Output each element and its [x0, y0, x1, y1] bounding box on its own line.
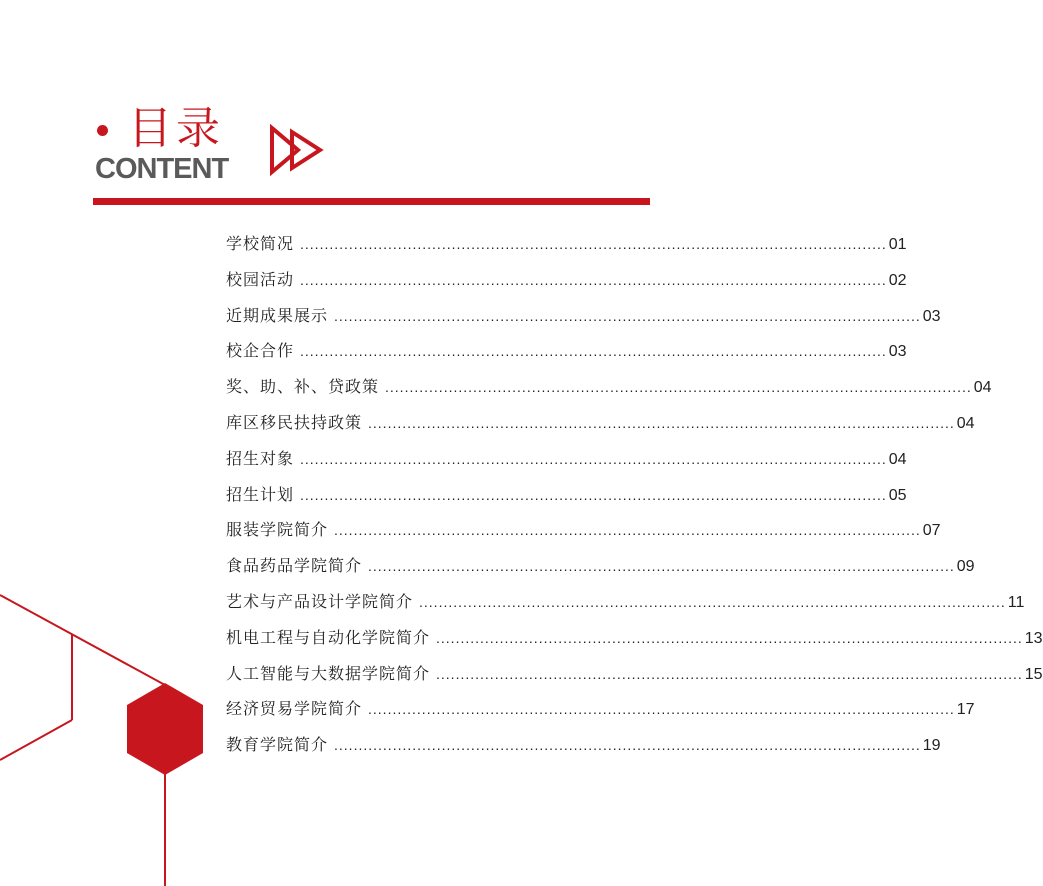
toc-entry-page: 01 [888, 236, 907, 253]
toc-dot-leader: ........................................................................................................................ [368, 414, 955, 431]
toc-entry-title: 学校简况 [226, 234, 295, 253]
toc-entry[interactable] [226, 512, 941, 548]
toc-dot-leader: ........................................................................................................................ [436, 629, 1023, 646]
toc-entry-page: 04 [888, 450, 907, 468]
toc-entry-title: 库区移民扶持政策 [226, 412, 363, 432]
toc-entry-title: 招生计划 [226, 484, 295, 504]
toc-entry[interactable] [226, 727, 941, 763]
toc-dot-leader: ........................................................................................................................ [368, 558, 955, 575]
toc-entry-page: 15 [1024, 665, 1043, 683]
toc-entry[interactable] [226, 548, 975, 584]
toc-entry-page: 05 [888, 486, 907, 504]
toc-entry-page: 04 [973, 379, 992, 397]
toc-entry[interactable] [226, 620, 1043, 656]
toc-dot-leader: ........................................................................................................................ [368, 701, 955, 718]
toc-entry-page: 13 [1024, 629, 1043, 647]
toc-entry-title: 奖、助、补、贷政策 [226, 377, 380, 397]
hexagon-icon [0, 580, 220, 886]
toc-entry-title: 近期成果展示 [226, 305, 329, 325]
toc-dot-leader: ........................................................................................................................ [436, 665, 1023, 682]
toc-entry-title: 教育学院简介 [226, 735, 329, 755]
toc-entry-page: 04 [956, 414, 975, 432]
toc-dot-leader: ........................................................................................................................ [300, 271, 887, 288]
page-subtitle: CONTENT [95, 153, 229, 185]
toc-entry-page: 03 [922, 307, 941, 325]
page-title: 目录 [128, 103, 224, 154]
toc-entry[interactable] [226, 262, 907, 298]
toc-entry-title: 服装学院简介 [226, 520, 329, 540]
toc-dot-leader: ........................................................................................................................ [300, 343, 887, 360]
toc-entry-page: 07 [922, 522, 941, 540]
toc-dot-leader: ........................................................................................................................ [300, 450, 887, 467]
toc-dot-leader: ........................................................................................................................ [385, 379, 972, 396]
toc-dot-leader: ........................................................................................................................ [334, 307, 921, 324]
toc-entry[interactable] [226, 656, 1043, 692]
toc-dot-leader: ........................................................................................................................ [334, 737, 921, 754]
table-of-contents [226, 226, 1043, 763]
toc-entry-title: 校企合作 [226, 341, 295, 361]
toc-entry[interactable] [226, 584, 1025, 620]
toc-entry-title: 经济贸易学院简介 [226, 699, 363, 719]
toc-entry-title: 食品药品学院简介 [226, 556, 363, 576]
toc-entry-title: 艺术与产品设计学院简介 [226, 591, 414, 611]
toc-entry-title: 招生对象 [226, 448, 295, 468]
toc-entry-page: 09 [956, 558, 975, 576]
toc-dot-leader: ........................................................................................................................ [300, 486, 887, 503]
toc-entry[interactable] [226, 298, 941, 334]
toc-entry[interactable] [226, 405, 975, 441]
toc-entry-page: 11 [1007, 593, 1025, 611]
toc-dot-leader: ........................................................................................................................ [419, 593, 1006, 610]
toc-entry[interactable] [226, 333, 907, 369]
toc-entry[interactable] [226, 369, 992, 405]
toc-entry-page: 02 [888, 271, 907, 289]
dot-icon [97, 125, 108, 136]
toc-entry-page: 19 [922, 737, 941, 755]
toc-entry-page: 17 [956, 701, 975, 719]
toc-dot-leader: ........................................................................................................................ [300, 236, 887, 252]
toc-dot-leader: ........................................................................................................................ [334, 522, 921, 539]
toc-entry[interactable] [226, 691, 975, 727]
toc-entry-title: 机电工程与自动化学院简介 [226, 627, 431, 647]
double-chevron-right-icon [268, 124, 326, 176]
toc-entry-title: 人工智能与大数据学院简介 [226, 663, 431, 683]
toc-entry[interactable] [226, 477, 907, 513]
toc-entry[interactable] [226, 226, 907, 262]
toc-entry-title: 校园活动 [226, 269, 295, 289]
toc-entry-page: 03 [888, 343, 907, 361]
header-divider [93, 198, 650, 205]
toc-entry[interactable] [226, 441, 907, 477]
